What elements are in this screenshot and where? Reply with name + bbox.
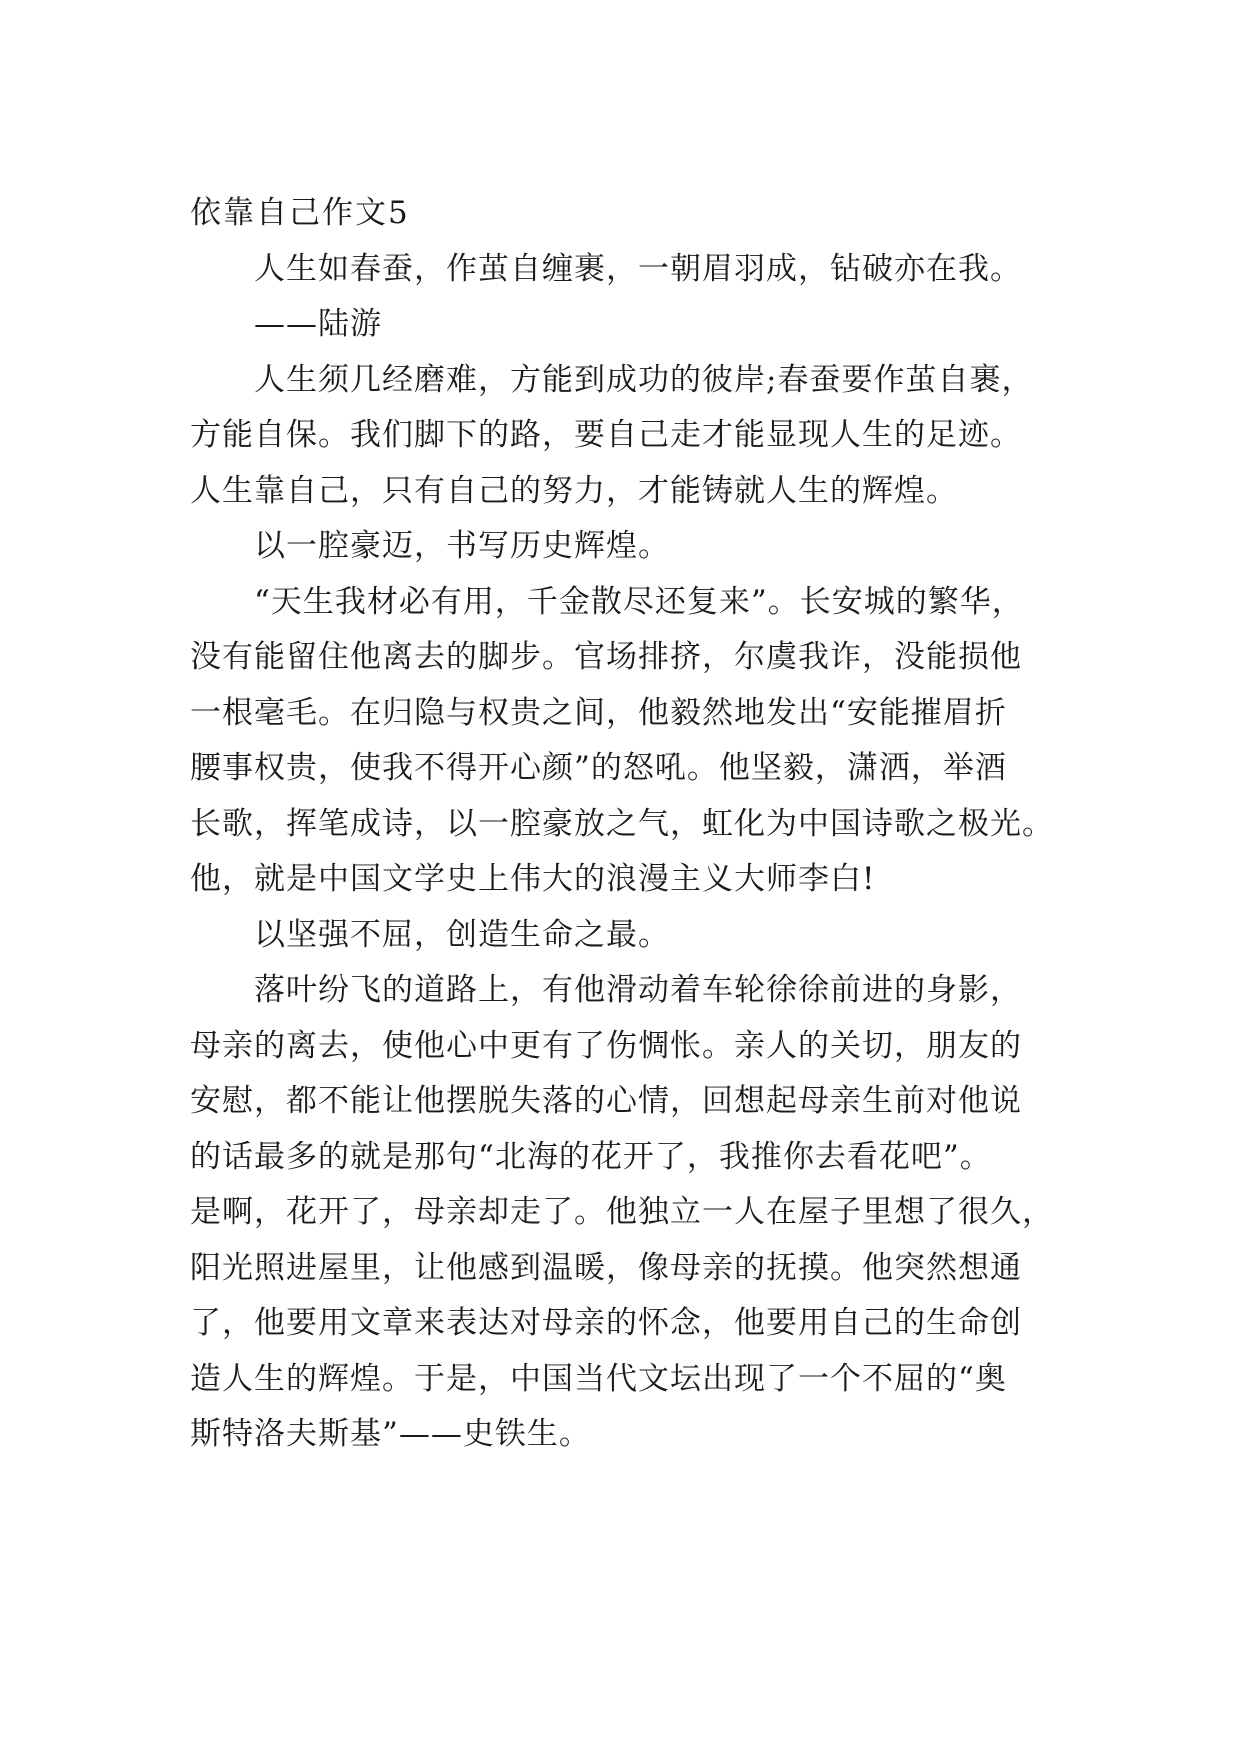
paragraph-line: 方能自保。我们脚下的路，要自己走才能显现人生的足迹。 xyxy=(190,417,1022,453)
document-body xyxy=(190,186,1070,1463)
paragraph-line: 一根毫毛。在归隐与权贵之间，他毅然地发出“安能摧眉折 xyxy=(190,694,1007,731)
paragraph-line: 安慰，都不能让他摆脱失落的心情，回想起母亲生前对他说 xyxy=(190,1083,1022,1119)
paragraph-line: 人生须几经磨难，方能到成功的彼岸;春蚕要作茧自裹， xyxy=(254,361,1034,398)
paragraph-line: 斯特洛夫斯基”——史铁生。 xyxy=(190,1416,591,1452)
paragraph-line: 母亲的离去，使他心中更有了伤惆怅。亲人的关切，朋友的 xyxy=(190,1027,1022,1064)
paragraph-line: 长歌，挥笔成诗，以一腔豪放之气，虹化为中国诗歌之极光。 xyxy=(190,805,1054,842)
paragraph-line: 的话最多的就是那句“北海的花开了，我推你去看花吧”。 xyxy=(190,1138,992,1175)
paragraph-line: 没有能留住他离去的脚步。官场排挤，尔虞我诈，没能损他 xyxy=(190,639,1022,675)
section-heading: 以一腔豪迈，书写历史辉煌。 xyxy=(254,528,670,564)
paragraph-line: 阳光照进屋里，让他感到温暖，像母亲的抚摸。他突然想通 xyxy=(190,1249,1022,1286)
paragraph-line: 腰事权贵，使我不得开心颜”的怒吼。他坚毅，潇洒，举酒 xyxy=(190,750,1007,786)
epigraph-attribution: ——陆游 xyxy=(254,306,382,342)
paragraph-line: 落叶纷飞的道路上，有他滑动着车轮徐徐前进的身影， xyxy=(254,972,1022,1008)
document-title: 依靠自己作文5 xyxy=(190,195,410,231)
paragraph-line: 造人生的辉煌。于是，中国当代文坛出现了一个不屈的“奥 xyxy=(190,1360,1007,1397)
paragraph-line: 了，他要用文章来表达对母亲的怀念，他要用自己的生命创 xyxy=(190,1305,1022,1341)
paragraph-line: 人生靠自己，只有自己的努力，才能铸就人生的辉煌。 xyxy=(190,472,958,509)
epigraph-line: 人生如春蚕，作茧自缠裹，一朝眉羽成，钻破亦在我。 xyxy=(254,250,1022,287)
section-heading: 以坚强不屈，创造生命之最。 xyxy=(254,916,670,953)
paragraph-line: 是啊，花开了，母亲却走了。他独立一人在屋子里想了很久， xyxy=(190,1194,1054,1230)
paragraph-line: 他，就是中国文学史上伟大的浪漫主义大师李白! xyxy=(190,861,876,897)
paragraph-line: “天生我材必有用，千金散尽还复来”。长安城的繁华， xyxy=(254,583,1024,620)
